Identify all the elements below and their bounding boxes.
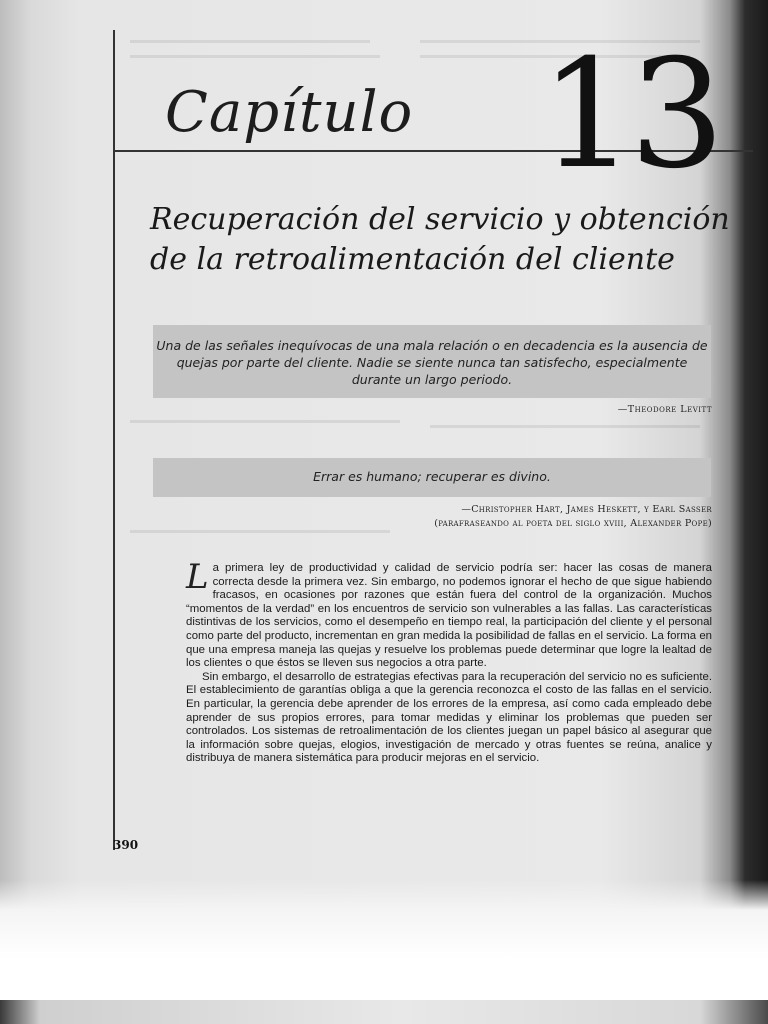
bleed-through-text [130, 530, 390, 533]
paragraph: Sin embargo, el desarrollo de estrategias efectivas para la recuperación del servicio no es suficiente. El establecimiento de garantías obliga a que la gerencia reconozca el costo de las fallas en el servicio. En particular, la gerencia debe aprender de los errores de la empresa, así como cada empleado debe aprender de sus propios errores, para tomar medidas y eliminar los problemas que pueden ser controlados. Los sistemas de retroalimentación de los clientes juegan un papel básico al asegurar que la información sobre quejas, elogios, investigación de mercado y otras fuentes se reúna, analice y distribuya de manera sistemática para producir mejoras en el servicio. [186, 670, 712, 765]
scan-edge [0, 1000, 768, 1024]
bleed-through-text [130, 420, 400, 423]
chapter-title: Recuperación del servicio y obtención de la retroalimentación del cliente [150, 202, 730, 277]
bleed-through-text [430, 425, 700, 428]
attribution-line: —Christopher Hart, James Heskett, y Earl Sasser [461, 504, 712, 515]
body-text [186, 557, 712, 766]
epigraph-attribution [360, 503, 712, 531]
epigraph-box [153, 325, 711, 398]
epigraph-quote: Una de las señales inequívocas de una mala relación o en decadencia es la ausencia de quejas por parte del cliente. Nadie se siente nunca tan satisfecho, especialmente durante un largo periodo. [156, 338, 708, 387]
paragraph [186, 557, 712, 671]
epigraph-attribution [500, 404, 712, 415]
epigraph-box [153, 458, 711, 497]
bleed-through-text [130, 55, 380, 58]
epigraph-quote: Errar es humano; recuperar es divino. [313, 469, 551, 484]
attribution-line: (parafraseando al poeta del siglo xviii, Alexander Pope) [434, 518, 712, 529]
chapter-label: Capítulo [165, 80, 414, 145]
drop-cap: L [186, 557, 209, 597]
attribution-text: —Theodore Levitt [617, 404, 712, 415]
chapter-number: 13 [540, 28, 719, 202]
vertical-rule [113, 30, 115, 850]
page-number: 390 [113, 838, 139, 852]
bleed-through-text [130, 40, 370, 43]
paragraph-text: a primera ley de productividad y calidad de servicio podría ser: hacer las cosas de manera correcta desde la primera vez. Sin embargo, no podemos ignorar el hecho de que sigue habiendo fracasos, en ocasiones por razones que están fuera del control de la organización. Muchos “momentos de la verdad” en los encuentros de servicio son vulnerables a las fallas. Las características distintivas de los servicios, como el desempeño en tiempo real, la participación del cliente y el personal como parte del producto, incrementan en gran medida la posibilidad de fallas en el servicio. La forma en que una empresa maneja las quejas y resuelve los problemas puede determinar que logre la lealtad de los clientes o que éstos se lleven sus negocios a otra parte. [186, 562, 712, 670]
